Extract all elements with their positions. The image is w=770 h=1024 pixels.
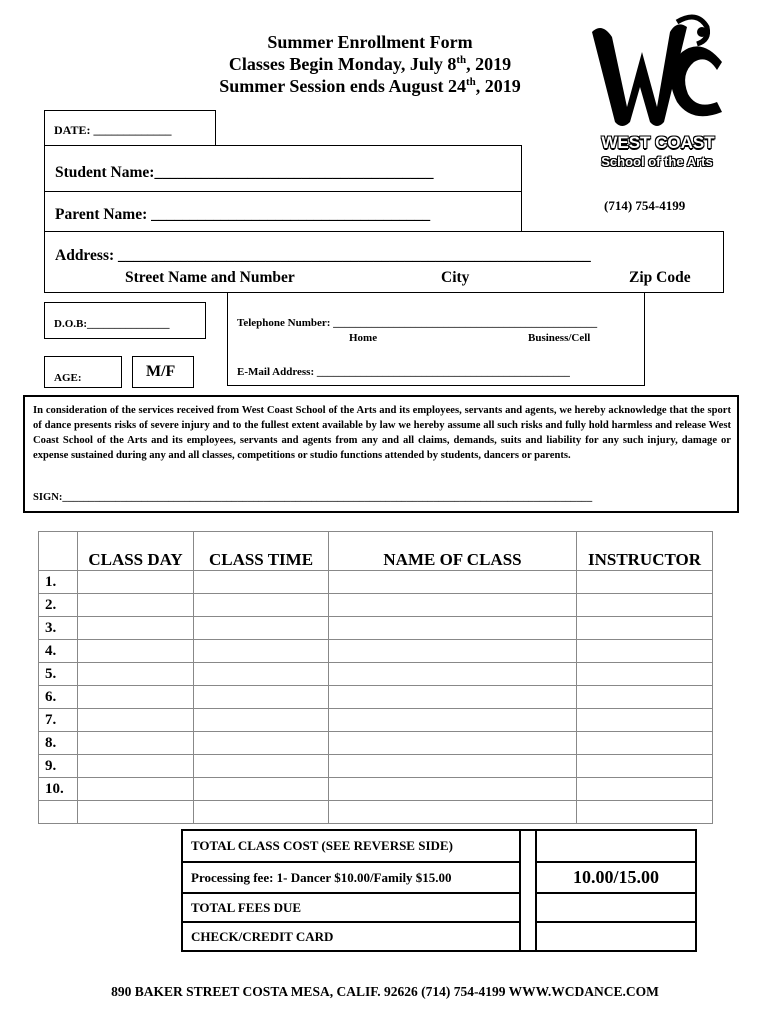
class-name-cell[interactable] <box>329 640 577 663</box>
row-number: 5. <box>39 663 78 686</box>
instructor-cell[interactable] <box>577 732 713 755</box>
table-row <box>39 709 713 732</box>
class-day-cell[interactable] <box>78 617 194 640</box>
class-time-cell[interactable] <box>194 732 329 755</box>
row-number: 4. <box>39 640 78 663</box>
table-row <box>39 801 713 824</box>
row-number <box>39 801 78 824</box>
instructor-cell[interactable] <box>577 594 713 617</box>
class-day-cell[interactable] <box>78 709 194 732</box>
school-logo <box>582 12 732 172</box>
table-row <box>39 594 713 617</box>
table-row <box>39 686 713 709</box>
table-header-class-day: CLASS DAY <box>78 532 194 571</box>
check-credit-label: CHECK/CREDIT CARD <box>182 922 520 951</box>
class-day-cell[interactable] <box>78 686 194 709</box>
class-time-cell[interactable] <box>194 801 329 824</box>
logo-name-line-2: School of the Arts <box>601 154 713 169</box>
row-number: 10. <box>39 778 78 801</box>
instructor-cell[interactable] <box>577 571 713 594</box>
class-day-cell[interactable] <box>78 755 194 778</box>
class-name-cell[interactable] <box>329 617 577 640</box>
processing-fee-label: Processing fee: 1- Dancer $10.00/Family $15.00 <box>182 862 520 893</box>
street-caption: Street Name and Number <box>125 269 295 286</box>
class-schedule-table <box>38 531 713 824</box>
title-line-2: Classes Begin Monday, July 8th, 2019 <box>228 54 512 74</box>
table-row <box>39 571 713 594</box>
class-day-cell[interactable] <box>78 594 194 617</box>
sign-line[interactable]: SIGN:____________________________________________________________________________________________________ <box>33 492 593 503</box>
class-name-cell[interactable] <box>329 594 577 617</box>
class-time-cell[interactable] <box>194 686 329 709</box>
class-name-cell[interactable] <box>329 755 577 778</box>
fees-table <box>181 829 697 952</box>
row-number: 6. <box>39 686 78 709</box>
class-day-cell[interactable] <box>78 778 194 801</box>
class-day-cell[interactable] <box>78 663 194 686</box>
table-row <box>39 617 713 640</box>
total-class-cost-label: TOTAL CLASS COST (SEE REVERSE SIDE) <box>182 830 520 862</box>
instructor-cell[interactable] <box>577 709 713 732</box>
school-phone: (714) 754-4199 <box>604 198 686 213</box>
class-name-cell[interactable] <box>329 801 577 824</box>
title-line-3: Summer Session ends August 24th, 2019 <box>219 76 521 96</box>
zip-caption: Zip Code <box>629 269 691 286</box>
instructor-cell[interactable] <box>577 778 713 801</box>
class-day-cell[interactable] <box>78 732 194 755</box>
logo-name-line-1: WEST COAST <box>601 133 715 152</box>
class-time-cell[interactable] <box>194 778 329 801</box>
row-number: 8. <box>39 732 78 755</box>
date-label: DATE: _____________ <box>54 123 172 137</box>
row-number: 3. <box>39 617 78 640</box>
class-time-cell[interactable] <box>194 594 329 617</box>
gender-box[interactable] <box>132 356 194 388</box>
class-name-cell[interactable] <box>329 686 577 709</box>
telephone-label[interactable]: Telephone Number: ________________________________________________ <box>237 317 598 329</box>
address-box[interactable] <box>44 231 724 293</box>
class-name-cell[interactable] <box>329 732 577 755</box>
row-number: 1. <box>39 571 78 594</box>
instructor-cell[interactable] <box>577 801 713 824</box>
instructor-cell[interactable] <box>577 663 713 686</box>
class-time-cell[interactable] <box>194 709 329 732</box>
dob-box[interactable] <box>44 302 206 339</box>
footer-address: 890 BAKER STREET COSTA MESA, CALIF. 92626 (714) 754-4199 WWW.WCDANCE.COM <box>111 984 659 999</box>
class-time-cell[interactable] <box>194 640 329 663</box>
city-caption: City <box>441 269 470 286</box>
class-time-cell[interactable] <box>194 571 329 594</box>
age-box[interactable] <box>44 356 122 388</box>
total-class-cost-value[interactable] <box>536 830 696 862</box>
class-name-cell[interactable] <box>329 571 577 594</box>
age-label: AGE: <box>54 372 82 384</box>
row-number: 2. <box>39 594 78 617</box>
class-time-cell[interactable] <box>194 617 329 640</box>
table-row <box>39 755 713 778</box>
home-caption: Home <box>349 332 378 344</box>
total-fees-due-label: TOTAL FEES DUE <box>182 893 520 922</box>
dob-label: D.O.B:_______________ <box>54 318 170 330</box>
table-header-class-name: NAME OF CLASS <box>329 532 577 571</box>
row-number: 7. <box>39 709 78 732</box>
instructor-cell[interactable] <box>577 755 713 778</box>
gender-label: M/F <box>146 363 176 380</box>
table-header-instructor: INSTRUCTOR <box>577 532 713 571</box>
table-header-class-time: CLASS TIME <box>194 532 329 571</box>
form-title <box>150 31 590 97</box>
table-row <box>39 732 713 755</box>
parent-name-label: Parent Name: ____________________________________ <box>55 206 431 223</box>
table-row <box>39 663 713 686</box>
instructor-cell[interactable] <box>577 617 713 640</box>
date-box[interactable] <box>44 110 216 146</box>
instructor-cell[interactable] <box>577 640 713 663</box>
class-day-cell[interactable] <box>78 801 194 824</box>
business-caption: Business/Cell <box>528 332 591 344</box>
contact-box <box>227 292 645 386</box>
title-line-1: Summer Enrollment Form <box>267 32 473 52</box>
student-name-box[interactable] <box>44 145 522 192</box>
waiver-box <box>23 395 739 513</box>
class-name-cell[interactable] <box>329 663 577 686</box>
row-number: 9. <box>39 755 78 778</box>
student-name-label: Student Name:____________________________________ <box>55 164 434 181</box>
instructor-cell[interactable] <box>577 686 713 709</box>
processing-fee-value: 10.00/15.00 <box>536 862 696 893</box>
check-credit-value[interactable] <box>536 922 696 951</box>
total-fees-due-value[interactable] <box>536 893 696 922</box>
class-day-cell[interactable] <box>78 571 194 594</box>
class-name-cell[interactable] <box>329 709 577 732</box>
parent-name-box[interactable] <box>44 191 522 232</box>
class-name-cell[interactable] <box>329 778 577 801</box>
waiver-text: In consideration of the services received from West Coast School of the Arts and its employees, servants and agents, we hereby acknowledge that the sport of dance presents risks of severe injury and to the fullest extent available by law we hereby assume all such risks and fully hold harmless and release West Coast School of the Arts and its employees, servants and agents from any and all claims, demands, suits and liability for any such injury, damage or expense sustained during any and all classes, competitions or studio functions attended by students, dancers or parents. <box>33 405 731 461</box>
table-row <box>39 640 713 663</box>
wc-monogram-icon <box>582 12 732 132</box>
table-header-number <box>39 532 78 571</box>
table-row <box>39 778 713 801</box>
class-time-cell[interactable] <box>194 663 329 686</box>
class-time-cell[interactable] <box>194 755 329 778</box>
fees-spacer-column <box>520 830 536 951</box>
class-day-cell[interactable] <box>78 640 194 663</box>
address-label: Address: _____________________________________________________________ <box>55 247 591 264</box>
email-label[interactable]: E-Mail Address: ______________________________________________ <box>237 366 570 378</box>
